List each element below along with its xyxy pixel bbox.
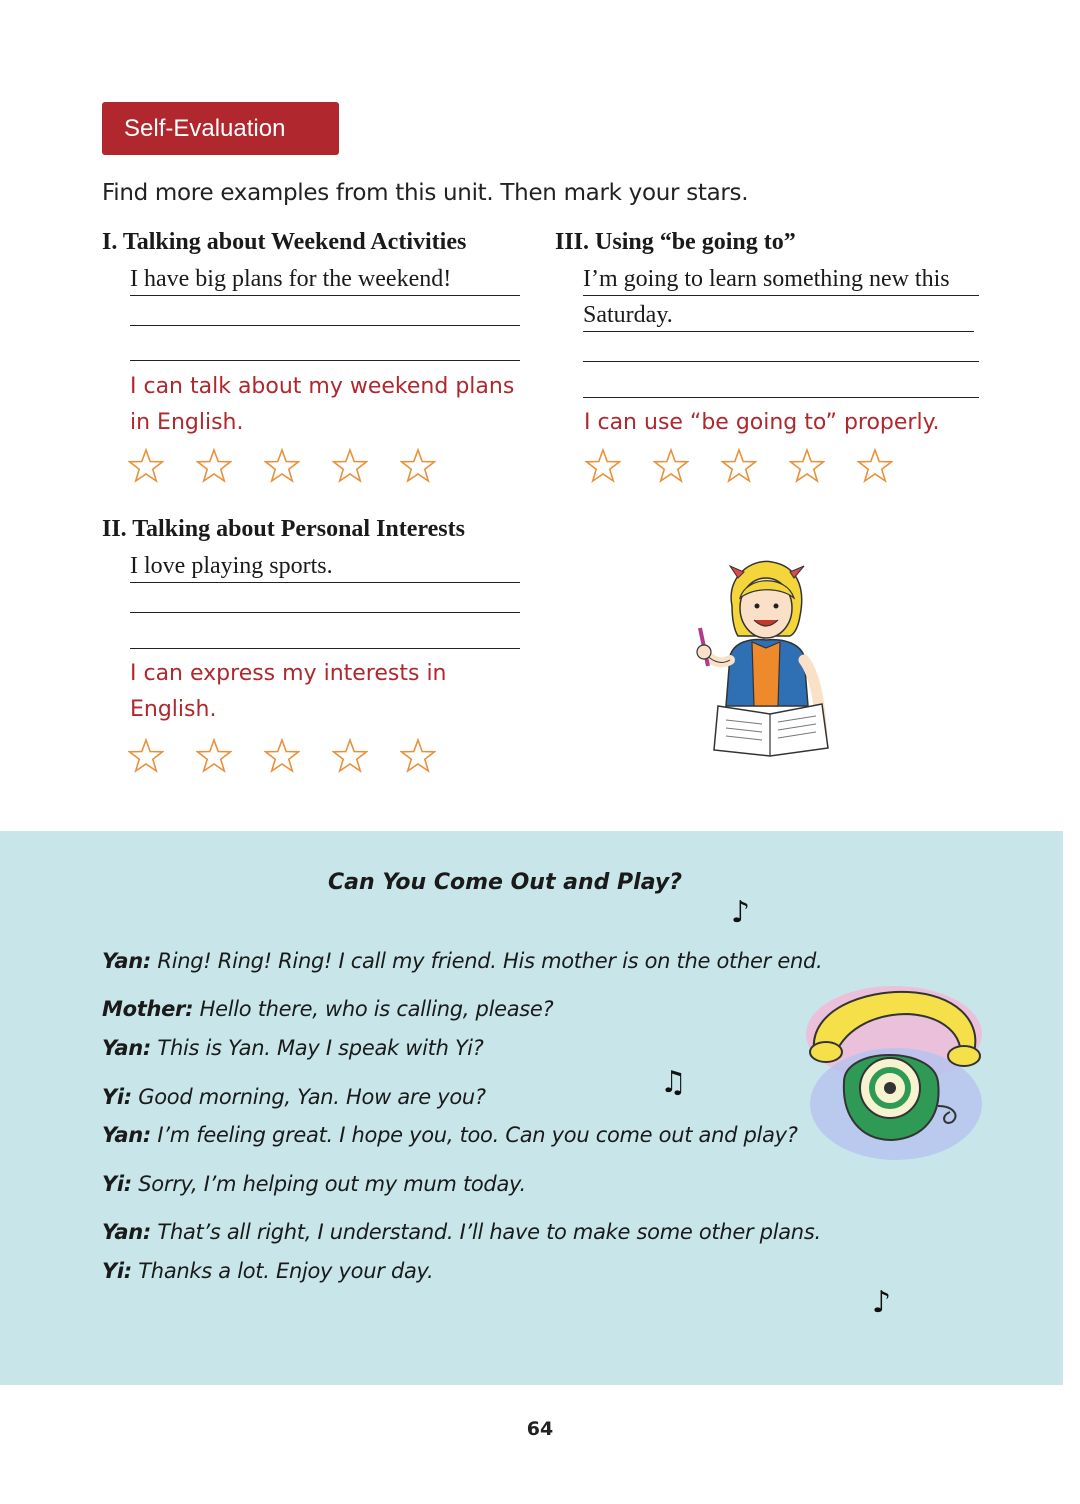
can-do-line: I can use “be going to” properly. [584, 410, 940, 435]
section-1-can-do [130, 369, 514, 441]
star-icon[interactable] [196, 448, 232, 484]
song-line [102, 1123, 798, 1147]
telephone-illustration [804, 976, 986, 1166]
instruction-text: Find more examples from this unit. Then mark your stars. [102, 180, 749, 206]
section-3-example-line-2: Saturday. [583, 300, 974, 332]
star-icon[interactable] [196, 738, 232, 774]
line-text: I’m feeling great. I hope you, too. Can you come out and play? [151, 1123, 798, 1147]
section-2-example: I love playing sports. [130, 551, 520, 583]
speaker-label: Yan: [102, 1220, 152, 1244]
star-icon[interactable] [128, 448, 164, 484]
section-1-stars [128, 448, 436, 484]
can-do-line: in English. [130, 410, 244, 435]
girl-writing-illustration [690, 556, 845, 761]
song-line [102, 1259, 433, 1283]
star-icon[interactable] [857, 448, 893, 484]
star-icon[interactable] [789, 448, 825, 484]
star-icon[interactable] [264, 448, 300, 484]
line-text: That’s all right, I understand. I’ll have to make some other plans. [151, 1220, 821, 1244]
speaker-label: Mother: [102, 997, 194, 1021]
section-2-title: II. Talking about Personal Interests [102, 516, 465, 542]
music-note-icon: ♪ [731, 895, 751, 930]
section-2-can-do [130, 656, 447, 728]
star-icon[interactable] [264, 738, 300, 774]
can-do-line: English. [130, 697, 217, 722]
song-line [102, 1085, 486, 1109]
speaker-label: Yi: [102, 1259, 132, 1283]
star-icon[interactable] [400, 448, 436, 484]
line-text: This is Yan. May I speak with Yi? [151, 1036, 484, 1060]
section-3-can-do [584, 405, 939, 441]
section-3-blank-line[interactable] [583, 361, 979, 362]
song-line [102, 997, 553, 1021]
section-2-blank-line[interactable] [130, 648, 520, 649]
section-2-blank-line[interactable] [130, 612, 520, 613]
star-icon[interactable] [128, 738, 164, 774]
star-icon[interactable] [400, 738, 436, 774]
star-icon[interactable] [653, 448, 689, 484]
section-3-stars [585, 448, 893, 484]
song-title: Can You Come Out and Play? [328, 870, 682, 895]
song-line [102, 1036, 484, 1060]
can-do-line: I can talk about my weekend plans [130, 374, 515, 399]
section-1-example: I have big plans for the weekend! [130, 264, 520, 296]
star-icon[interactable] [585, 448, 621, 484]
section-3-example-line-1: I’m going to learn something new this [583, 264, 979, 296]
star-icon[interactable] [332, 448, 368, 484]
speaker-label: Yi: [102, 1172, 132, 1196]
star-icon[interactable] [721, 448, 757, 484]
music-note-icon: ♫ [660, 1065, 687, 1100]
self-evaluation-badge: Self-Evaluation [102, 102, 339, 155]
speaker-label: Yan: [102, 1123, 152, 1147]
speaker-label: Yan: [102, 1036, 152, 1060]
song-line [102, 1220, 821, 1244]
line-text: Good morning, Yan. How are you? [131, 1085, 486, 1109]
star-icon[interactable] [332, 738, 368, 774]
song-line [102, 949, 822, 973]
section-2-stars [128, 738, 436, 774]
line-text: Thanks a lot. Enjoy your day. [131, 1259, 434, 1283]
line-text: Hello there, who is calling, please? [193, 997, 554, 1021]
speaker-label: Yi: [102, 1085, 132, 1109]
line-text: Ring! Ring! Ring! I call my friend. His mother is on the other end. [151, 949, 823, 973]
page-number: 64 [526, 1418, 554, 1440]
section-3-title: III. Using “be going to” [555, 229, 796, 255]
section-1-blank-line[interactable] [130, 325, 520, 326]
line-text: Sorry, I’m helping out my mum today. [131, 1172, 526, 1196]
speaker-label: Yan: [102, 949, 152, 973]
music-note-icon: ♪ [872, 1285, 892, 1320]
section-1-title: I. Talking about Weekend Activities [102, 229, 467, 255]
can-do-line: I can express my interests in [130, 661, 447, 686]
section-3-blank-line[interactable] [583, 397, 979, 398]
section-1-blank-line[interactable] [130, 360, 520, 361]
song-line [102, 1172, 526, 1196]
